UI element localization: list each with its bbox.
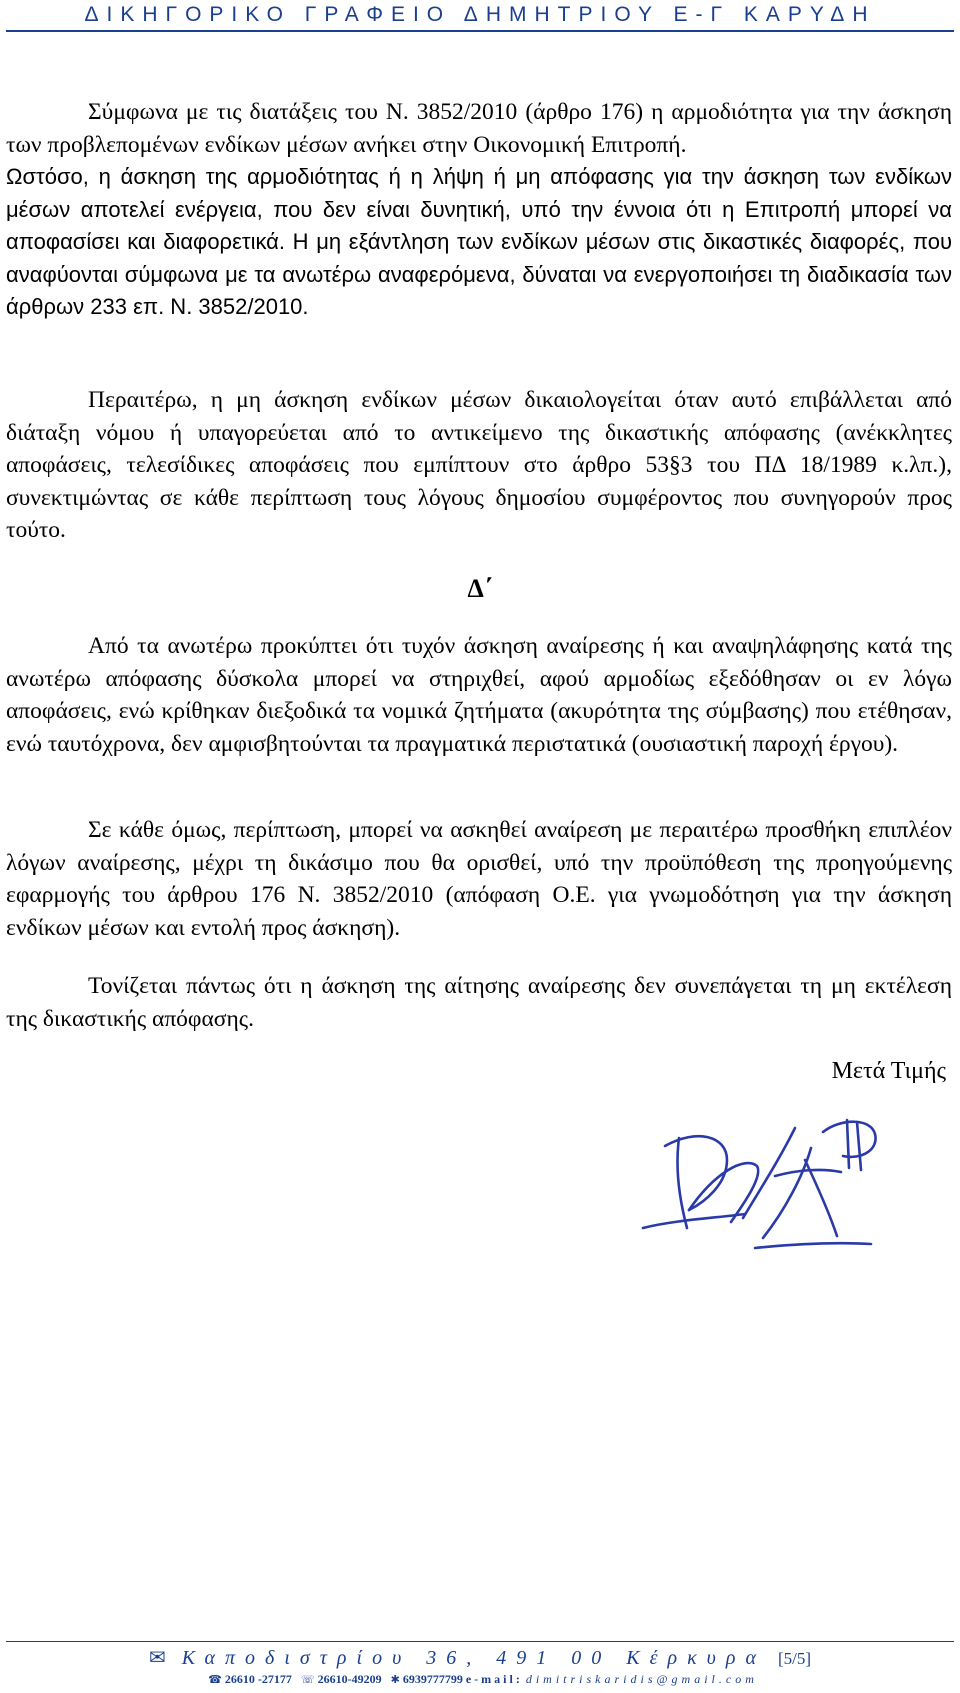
envelope-icon: ✉ <box>148 1647 166 1669</box>
paragraph-5: Τονίζεται πάντως ότι η άσκηση της αίτησης αναίρεσης δεν συνεπάγεται τη μη εκτέλεση της δικαστικής απόφασης. <box>6 973 952 1032</box>
closing-salutation: Μετά Τιμής <box>831 1058 946 1084</box>
paragraph-1-continuation: Ωστόσο, η άσκηση της αρμοδιότητας ή η λήψη ή μη απόφασης για την άσκηση των ενδίκων μέσων αποτελεί ενέργεια, που δεν είναι δυνητική, υπό την έννοια ότι η Επιτροπή μπορεί να αποφασίσει και διαφορετικά. Η μη εξάντληση των ενδίκων μέσων στις δικαστικές διαφορές, που αναφύονται σύμφωνα με τα ανωτέρω αναφερόμενα, δύναται να ενεργοποιήσει τη διαδικασία των άρθρων 233 επ. Ν. 3852/2010. <box>6 164 952 319</box>
footer-email-label: e-mail: <box>465 1672 523 1686</box>
footer-address: Καποδιστρίου 36, 491 00 Κέρκυρα <box>181 1647 766 1669</box>
paragraph-4: Σε κάθε όμως, περίπτωση, μπορεί να ασκηθεί αναίρεση με περαιτέρω προσθήκη επιπλέον λόγων αναίρεσης, μέχρι τη δικάσιμο που θα ορισθεί, υπό την προϋπόθεση της προηγούμενης εφαρμογής του άρθρου 176 Ν. 3852/2010 (απόφαση Ο.Ε. για γνωμοδότηση για την άσκηση ενδίκων μέσων και εντολή προς άσκηση). <box>6 817 952 941</box>
signature-image <box>635 1098 915 1258</box>
mobile-icon: ✱ <box>390 1674 400 1686</box>
footer-phone-2: 26610-49209 <box>317 1672 382 1686</box>
footer-contact-line <box>0 1672 960 1692</box>
footer-address-line <box>0 1645 960 1671</box>
fax-icon: ☏ <box>300 1674 315 1686</box>
footer-phone-1: 26610 -27177 <box>224 1672 292 1686</box>
paragraph-1-first-sentence: Σύμφωνα με τις διατάξεις του Ν. 3852/2010 (άρθρο 176) η αρμοδιότητα για την άσκηση των προβλεπομένων ενδίκων μέσων ανήκει στην Οικονομική Επιτροπή. <box>6 99 952 158</box>
footer-mobile: 6939777799 <box>402 1672 463 1686</box>
letterhead-title: ΔΙΚΗΓΟΡΙΚΟ ΓΡΑΦΕΙΟ ΔΗΜΗΤΡΙΟΥ Ε-Γ ΚΑΡΥΔΗ <box>84 3 876 26</box>
footer-divider <box>6 1641 954 1642</box>
paragraph-3: Από τα ανωτέρω προκύπτει ότι τυχόν άσκηση αναίρεσης ή και αναψηλάφησης κατά της ανωτέρω απόφασης δύσκολα μπορεί να στηριχθεί, αφού αρμοδίως εξεδόθησαν οι εν λόγω αποφάσεις, ενώ κρίθηκαν διεξοδικά τα νομικά ζητήματα (ακυρότητα της σύμβασης) που ετέθησαν, ενώ ταυτόχρονα, δεν αμφισβητούνται τα πραγματικά περιστατικά (ουσιαστική παροχή έργου). <box>6 633 952 757</box>
page-number: [5/5] <box>777 1649 811 1668</box>
section-heading-delta: Δ΄ <box>467 574 493 603</box>
paragraph-2: Περαιτέρω, η μη άσκηση ενδίκων μέσων δικαιολογείται όταν αυτό επιβάλλεται από διάταξη νόμου ή υπαγορεύεται από το αντικείμενο της δικαστικής απόφασης (ανέκκλητες αποφάσεις, τελεσίδικες αποφάσεις που εμπίπτουν στο άρθρο 53§3 του ΠΔ 18/1989 κ.λπ.), συνεκτιμώντας σε κάθε περίπτωση τους λόγους δημοσίου συμφέροντος που συνηγορούν προς τούτο. <box>6 387 952 543</box>
header-divider <box>6 30 954 32</box>
phone-icon: ☎ <box>208 1674 222 1686</box>
footer-email[interactable]: dimitriskaridis@gmail.com <box>525 1672 758 1686</box>
